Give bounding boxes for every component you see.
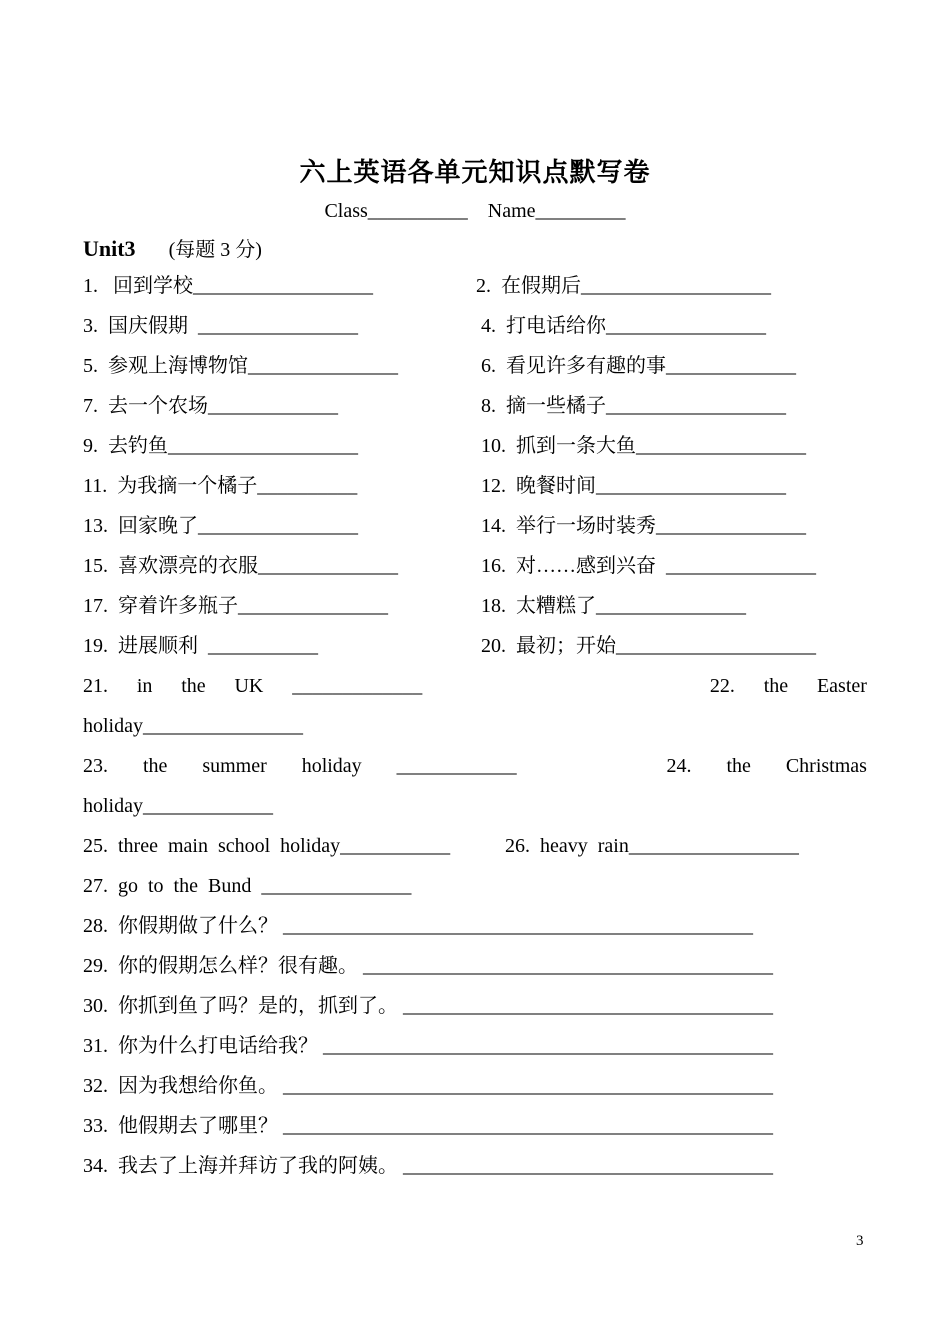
question-6: 6. 看见许多有趣的事_____________ xyxy=(481,355,796,377)
word: Easter xyxy=(816,675,867,697)
word: the xyxy=(181,675,206,697)
word: the xyxy=(142,755,168,777)
question-22-continued: holiday________________ xyxy=(83,715,303,737)
question-16: 16. 对……感到兴奋 _______________ xyxy=(481,555,816,577)
question-33: 33. 他假期去了哪里？ _________________________________________________ xyxy=(83,1115,773,1137)
question-8: 8. 摘一些橘子__________________ xyxy=(481,395,786,417)
question-17: 17. 穿着许多瓶子_______________ xyxy=(83,595,388,617)
question-5: 5. 参观上海博物馆_______________ xyxy=(83,355,398,377)
word: UK xyxy=(234,675,264,697)
answer-blank: _____________ xyxy=(292,675,423,697)
word: summer xyxy=(202,755,267,777)
question-12: 12. 晚餐时间___________________ xyxy=(481,475,786,497)
question-23-24-line xyxy=(83,754,867,778)
word: holiday xyxy=(301,755,362,777)
question-27: 27. go to the Bund _______________ xyxy=(83,875,412,897)
question-32: 32. 因为我想给你鱼。 _________________________________________________ xyxy=(83,1075,773,1097)
question-21-22-line xyxy=(83,674,867,698)
word: in xyxy=(136,675,153,697)
question-9: 9. 去钓鱼___________________ xyxy=(83,435,358,457)
question-2: 2. 在假期后___________________ xyxy=(476,275,771,297)
question-7: 7. 去一个农场_____________ xyxy=(83,395,338,417)
page-title: 六上英语各单元知识点默写卷 xyxy=(299,158,651,188)
question-31: 31. 你为什么打电话给我？ _____________________________________________ xyxy=(83,1035,773,1057)
answer-blank: ____________ xyxy=(396,755,517,777)
word: the xyxy=(763,675,789,697)
word: 24. xyxy=(666,755,692,777)
question-24-continued: holiday_____________ xyxy=(83,795,273,817)
question-14: 14. 举行一场时装秀_______________ xyxy=(481,515,806,537)
question-15: 15. 喜欢漂亮的衣服______________ xyxy=(83,555,398,577)
question-18: 18. 太糟糕了_______________ xyxy=(481,595,746,617)
unit-score-note: (每题 3 分) xyxy=(168,239,262,261)
unit-heading xyxy=(83,233,262,262)
question-11: 11. 为我摘一个橘子__________ xyxy=(83,475,358,497)
question-4: 4. 打电话给你________________ xyxy=(481,315,766,337)
question-10: 10. 抓到一条大鱼_________________ xyxy=(481,435,806,457)
question-25: 25. three main school holiday___________ xyxy=(83,835,451,857)
question-3: 3. 国庆假期 ________________ xyxy=(83,315,358,337)
page-number: 3 xyxy=(856,1233,864,1249)
question-34: 34. 我去了上海并拜访了我的阿姨。 _____________________________________ xyxy=(83,1155,773,1177)
question-26: 26. heavy rain_________________ xyxy=(505,835,799,857)
class-name-line: Class__________ Name_________ xyxy=(324,200,626,222)
question-20: 20. 最初；开始____________________ xyxy=(481,635,816,657)
word: 21. xyxy=(83,675,108,697)
word: 22. xyxy=(709,675,735,697)
question-28: 28. 你假期做了什么？ _______________________________________________ xyxy=(83,915,753,937)
unit-title: Unit3 xyxy=(83,236,136,261)
question-1: 1. 回到学校__________________ xyxy=(83,275,373,297)
question-13: 13. 回家晚了________________ xyxy=(83,515,358,537)
question-30: 30. 你抓到鱼了吗？是的，抓到了。 _____________________________________ xyxy=(83,995,773,1017)
question-19: 19. 进展顺利 ___________ xyxy=(83,635,318,657)
word: the xyxy=(726,755,751,777)
word: Christmas xyxy=(785,755,867,777)
word: 23. xyxy=(83,755,108,777)
question-29: 29. 你的假期怎么样？很有趣。 _________________________________________ xyxy=(83,955,773,977)
